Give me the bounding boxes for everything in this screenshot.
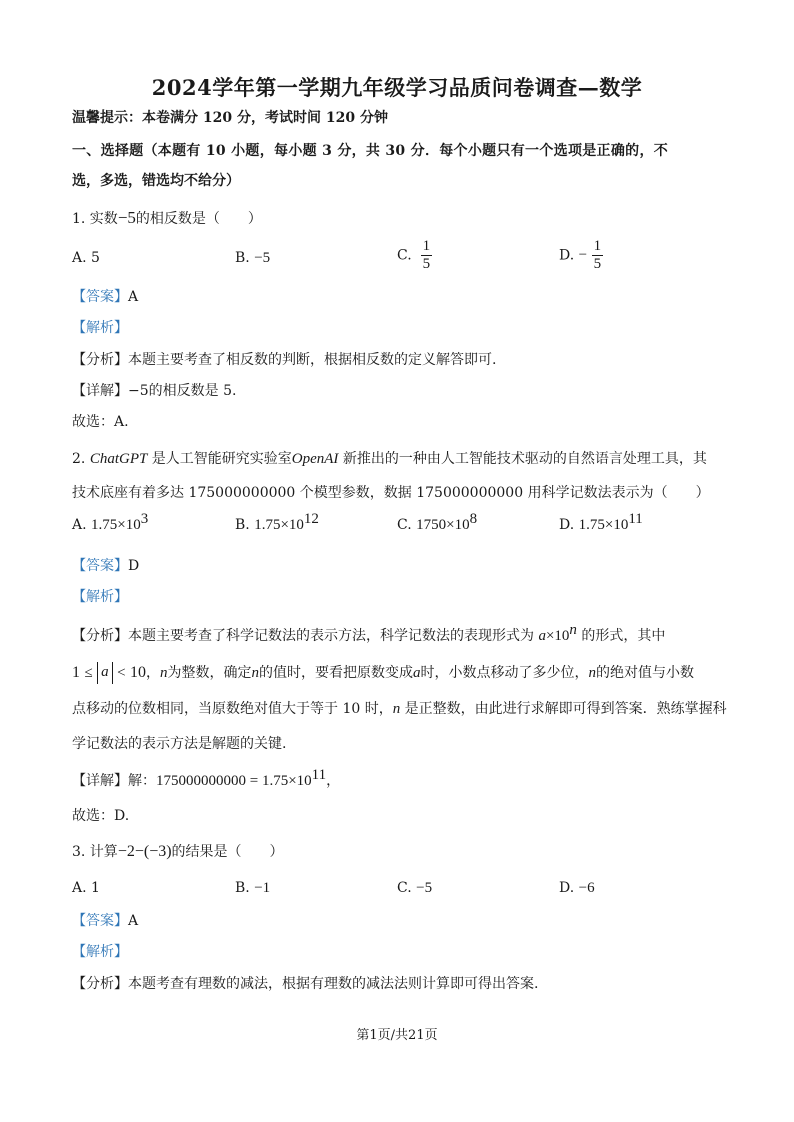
question-3-prefix: 3. 计算 [72,844,118,860]
notice: 温馨提示：本卷满分 120 分，考试时间 120 分钟 [72,110,388,126]
q1-option-d [559,238,603,273]
q1-option-d-numerator: 1 [593,238,602,254]
q2-xiangjie [72,767,341,791]
q3-option-c [397,880,432,897]
q3-fenxi-text: 本题考查有理数的减法，根据有理数的减法法则计算即可得出答案. [128,976,539,992]
question-2-prefix: 2. [72,451,86,467]
q2-fenxi-line1 [72,622,666,646]
q2-fenxi-n4: n [392,701,401,717]
q2-fenxi-n2: n [251,665,260,681]
q2-guxuan: 故选：D. [72,808,130,824]
section-heading-line1: 一、选择题（本题有 10 小题，每小题 3 分，共 30 分．每个小题只有一个选项是正确的，不 [72,143,669,159]
fenxi-label: 【分析】 [72,352,128,368]
q2-fenxi-text-1b: 的形式，其中 [581,628,666,644]
q2-fenxi-var-a: a [538,628,546,644]
q2-option-b [235,511,319,534]
q1-xiangjie [72,381,236,401]
q1-option-d-label: D. [559,247,575,264]
fenxi-label: 【分析】 [72,628,128,644]
answer-label: 【答案】 [72,289,128,305]
q2-option-a-exponent: 3 [140,511,149,527]
answer-label: 【答案】 [72,558,128,574]
q2-option-c [397,511,478,534]
question-3 [72,842,284,862]
q1-option-b [235,250,270,267]
q2-option-b-label: B. [235,517,250,533]
q1-option-c-numerator: 1 [422,238,431,254]
q3-option-d-label: D. [559,880,575,896]
q2-fenxi-text-3a: 点移动的位数相同，当原数绝对值大于等于 10 时， [72,701,393,717]
q2-fenxi-one: 1 [72,664,80,681]
question-2-chatgpt: ChatGPT [89,451,148,467]
q3-analysis-label: 【解析】 [72,944,128,960]
q1-fenxi-text: 本题主要考查了相反数的判断，根据相反数的定义解答即可. [128,352,497,368]
q2-analysis-label: 【解析】 [72,589,128,605]
q2-fenxi-t1: 为整数，确定 [167,665,252,681]
q2-fenxi-n1: n [160,665,168,681]
q1-option-b-value: −5 [254,250,271,266]
q1-fenxi [72,350,496,370]
q2-fenxi-abs-var: a [101,664,109,680]
q2-option-d [559,511,643,534]
q1-option-c-denominator: 5 [422,256,431,272]
q1-option-c-label: C. [397,247,412,264]
q2-fenxi-t4: 的绝对值与小数 [596,665,695,681]
section-heading-line2: 选，多选，错选均不给分） [72,173,240,189]
q2-xiangjie-equation: 175000000000 = 1.75×10 [156,773,312,789]
q1-option-d-fraction [592,238,604,273]
q2-xiangjie-exponent: 11 [311,767,327,783]
q1-option-d-denominator: 5 [593,256,602,272]
q2-fenxi-le: ≤ [84,665,93,681]
q2-answer-value: D [128,558,140,574]
q2-fenxi-ten: 10 [130,664,147,681]
q2-option-a-label: A. [72,517,87,533]
q3-fenxi [72,974,538,994]
xiangjie-label: 【详解】 [72,773,128,789]
q2-fenxi-times-ten: ×10 [545,628,570,644]
q2-option-a [72,511,149,534]
question-2-line1 [72,449,707,469]
q3-answer-value: A [128,913,139,929]
q2-option-b-exponent: 12 [303,511,319,527]
q1-answer-value: A [128,289,139,305]
question-1-suffix: 的相反数是（ ） [135,211,262,227]
q1-analysis-label: 【解析】 [72,320,128,336]
q1-option-a: A. 5 [72,250,100,266]
q2-fenxi-t2: 的值时，要看把原数变成 [259,665,414,681]
q1-option-b-label: B. [235,250,250,266]
q2-option-c-base: 1750×10 [416,517,470,533]
question-1 [72,208,262,229]
page-footer: 第1页/共21页 [356,1028,438,1043]
q3-option-b-label: B. [235,880,250,896]
q2-fenxi-line4: 学记数法的表示方法是解题的关键. [72,736,287,752]
q2-option-d-label: D. [559,517,575,533]
q3-option-a: A. 1 [72,880,100,896]
q2-xiangjie-suffix: ， [326,773,341,789]
question-3-expression: −2−(−3) [117,843,172,860]
question-1-prefix: 1. 实数 [72,211,118,227]
question-2-rest: 新推出的一种由人工智能技术驱动的自然语言处理工具，其 [342,451,707,467]
q2-fenxi-absolute-a [97,662,113,684]
q3-option-b [235,880,270,897]
q2-fenxi-line3 [72,699,727,719]
question-2-mid: 是人工智能研究实验室 [151,451,292,467]
question-2-openai: OpenAI [291,451,339,467]
q2-fenxi-a2: a [413,665,421,681]
fenxi-label: 【分析】 [72,976,128,992]
question-2-line2: 技术底座有着多达 175000000000 个模型参数，数据 175000000000 用科学记数法表示为（ ） [72,485,710,501]
q2-fenxi-exp-n: n [569,622,577,638]
q2-fenxi-comma: ， [146,665,161,681]
q2-fenxi-lt: < [117,665,126,681]
answer-label: 【答案】 [72,913,128,929]
q2-option-a-base: 1.75×10 [91,517,141,533]
question-1-number: −5 [117,208,136,227]
page-title: 2024学年第一学期九年级学习品质问卷调查—数学 [151,75,643,100]
q1-answer [72,287,138,307]
q2-fenxi-t3: 时，小数点移动了多少位， [420,665,589,681]
q2-fenxi-n3: n [588,665,597,681]
q1-option-d-sign: − [578,247,588,263]
q3-option-d [559,880,595,897]
q3-option-d-value: −6 [578,880,595,896]
q2-fenxi-text-3b: 是正整数，由此进行求解即可得到答案．熟练掌握科 [404,701,727,717]
q2-option-d-base: 1.75×10 [578,517,629,533]
q3-option-c-value: −5 [416,880,433,896]
q3-answer [72,911,138,931]
xiangjie-label: 【详解】 [72,383,128,399]
q2-answer [72,556,139,576]
q2-option-c-label: C. [397,517,412,533]
q3-option-c-label: C. [397,880,412,896]
q2-fenxi-text-1a: 本题主要考查了科学记数法的表示方法，科学记数法的表现形式为 [128,628,534,644]
q1-guxuan: 故选：A. [72,414,129,430]
q1-xiangjie-text: −5的相反数是 5. [128,383,237,399]
q2-option-b-base: 1.75×10 [254,517,304,533]
q1-option-c-fraction [421,238,433,273]
question-3-suffix: 的结果是（ ） [171,844,284,860]
q1-option-c [397,238,432,273]
q2-fenxi-line2 [72,662,694,684]
q3-option-b-value: −1 [254,880,271,896]
q2-option-d-exponent: 11 [628,511,643,527]
q2-xiangjie-prefix: 解： [128,773,156,789]
q2-option-c-exponent: 8 [469,511,478,527]
